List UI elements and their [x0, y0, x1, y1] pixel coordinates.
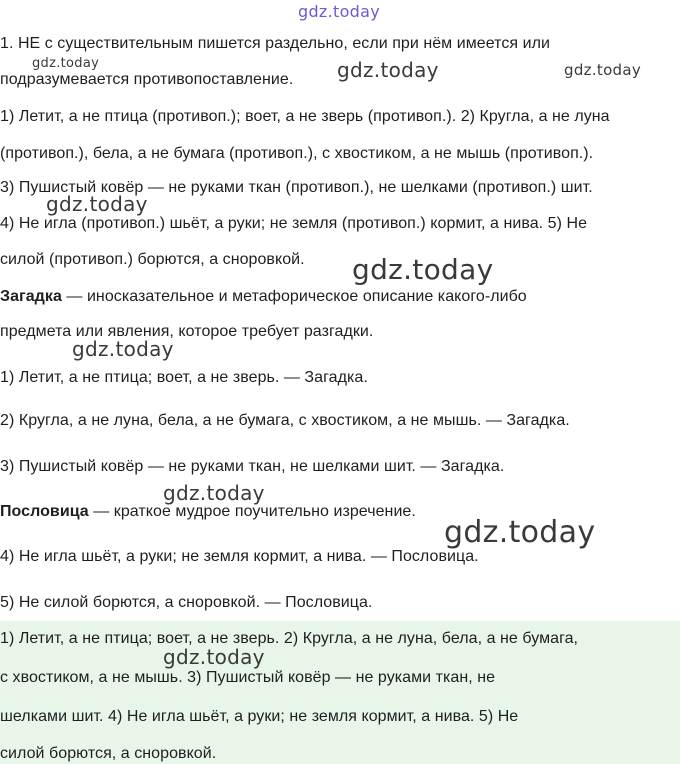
watermark: gdz.today [337, 58, 439, 82]
watermark: gdz.today [163, 481, 265, 505]
watermark: gdz.today [352, 253, 494, 286]
watermark: gdz.today [444, 515, 596, 550]
answer-line-3: шелками шит. 4) Не игла шьёт, а руки; не земля кормит, а нива. 5) Не [0, 708, 519, 725]
proverb-definition [0, 502, 416, 522]
riddle-term: Загадка [0, 288, 62, 305]
proverb-definition-text: — краткое мудрое поучительно изречение. [88, 503, 416, 520]
riddle-item-2: 2) Кругла, а не луна, бела, а не бумага, с хвостиком, а не мышь. — Загадка. [0, 412, 570, 429]
riddle-item-3: 3) Пушистый ковёр — не руками ткан, не шелками шит. — Загадка. [0, 458, 505, 475]
proverb-term: Пословица [0, 503, 89, 520]
riddle-item-1: 1) Летит, а не птица; воет, а не зверь. — Загадка. [0, 369, 368, 386]
rule-line-1: 1. НЕ с существительным пишется раздельно, если при нём имеется или [0, 35, 550, 52]
answer-line-1: 1) Летит, а не птица; воет, а не зверь. 2) Кругла, а не луна, бела, а не бумага, [0, 630, 579, 647]
rule-line-2: подразумевается противопоставление. [0, 71, 294, 88]
answer-line-2: с хвостиком, а не мышь. 3) Пушистый ковёр — не руками ткан, не [0, 669, 496, 686]
analysis-line-5: силой (противоп.) борются, а сноровкой. [0, 251, 305, 268]
proverb-item-5: 5) Не силой борются, а сноровкой. — Пословица. [0, 594, 373, 611]
watermark: gdz.today [163, 645, 265, 669]
analysis-line-4: 4) Не игла (противоп.) шьёт, а руки; не земля (противоп.) кормит, а нива. 5) Не [0, 215, 588, 232]
riddle-definition: — иносказательное и метафорическое описание какого-либо [61, 288, 527, 305]
riddle-definition-line-2: предмета или явления, которое требует разгадки. [0, 323, 374, 340]
watermark-top: gdz.today [298, 2, 380, 21]
analysis-line-3: 3) Пушистый ковёр — не руками ткан (противоп.), не шелками (противоп.) шит. [0, 179, 593, 196]
watermark: gdz.today [32, 56, 100, 71]
riddle-definition-line-1 [0, 287, 527, 307]
watermark: gdz.today [46, 192, 148, 216]
analysis-line-2: (противоп.), бела, а не бумага (противоп.), с хвостиком, а не мышь (противоп.). [0, 145, 594, 162]
analysis-line-1: 1) Летит, а не птица (противоп.); воет, а не зверь (противоп.). 2) Кругла, а не луна [0, 108, 610, 125]
proverb-item-4: 4) Не игла шьёт, а руки; не земля кормит, а нива. — Пословица. [0, 548, 479, 565]
answer-line-4: силой борются, а сноровкой. [0, 745, 217, 762]
watermark: gdz.today [564, 61, 642, 79]
watermark: gdz.today [72, 337, 174, 361]
